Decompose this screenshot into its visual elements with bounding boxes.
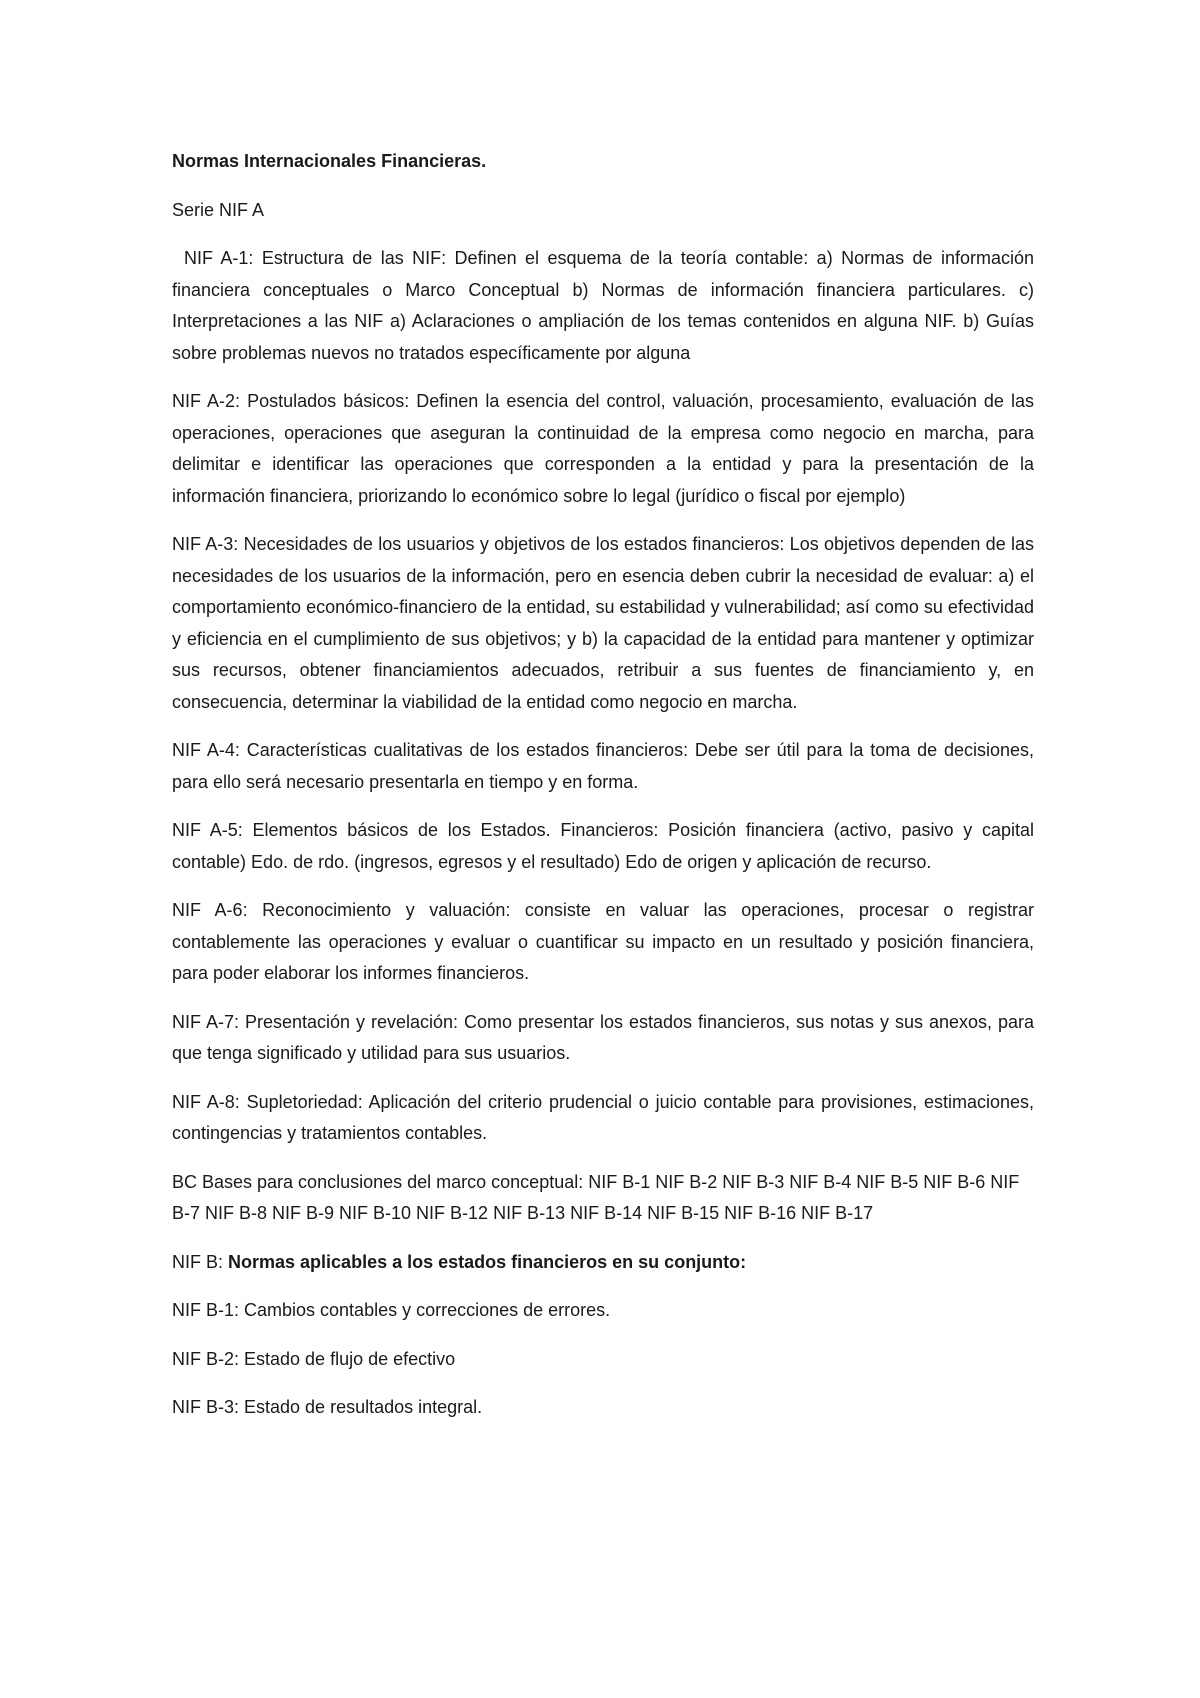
nif-b-heading-prefix: NIF B: <box>172 1251 229 1272</box>
list-item-nif-b1: NIF B-1: Cambios contables y correcciones de errores. <box>172 1300 611 1320</box>
series-a-heading: Serie NIF A <box>172 199 265 220</box>
document-page <box>172 146 1034 1441</box>
paragraph-nif-a1: NIF A-1: Estructura de las NIF: Definen el esquema de la teoría contable: a) Normas de información financiera conceptuales o Marco Conceptual b) Normas de información financiera particulares. c) Interpretaciones a las NIF a) Aclaraciones o ampliación de los temas contenidos en alguna NIF. b) Guías sobre problemas nuevos no tratados específicamente por alguna <box>172 248 1034 363</box>
list-item-nif-b3: NIF B-3: Estado de resultados integral. <box>172 1397 483 1417</box>
paragraph-nif-a3: NIF A-3: Necesidades de los usuarios y objetivos de los estados financieros: Los objetivos dependen de las necesidades de los usuarios de la información, pero en esencia deben cubrir la necesidad de evaluar: a) el comportamiento económico-financiero de la entidad, su estabilidad y vulnerabilidad; así como su efectividad y eficiencia en el cumplimiento de sus objetivos; y b) la capacidad de la entidad para mantener y optimizar sus recursos, obtener financiamientos adecuados, retribuir a sus fuentes de financiamiento y, en consecuencia, determinar la viabilidad de la entidad como negocio en marcha. <box>172 534 1034 712</box>
paragraph-nif-a2: NIF A-2: Postulados básicos: Definen la esencia del control, valuación, procesamiento, evaluación de las operaciones, operaciones que aseguran la continuidad de la empresa como negocio en marcha, para delimitar e identificar las operaciones que corresponden a la entidad y para la presentación de la información financiera, priorizando lo económico sobre lo legal (jurídico o fiscal por ejemplo) <box>172 391 1034 506</box>
paragraph-nif-a6: NIF A-6: Reconocimiento y valuación: consiste en valuar las operaciones, procesar o registrar contablemente las operaciones y evaluar o cuantificar su impacto en un resultado y posición financiera, para poder elaborar los informes financieros. <box>172 900 1034 983</box>
nif-b-heading <box>172 1247 1034 1279</box>
list-item-nif-b2: NIF B-2: Estado de flujo de efectivo <box>172 1348 456 1369</box>
paragraph-nif-a4: NIF A-4: Características cualitativas de los estados financieros: Debe ser útil para la toma de decisiones, para ello será necesario presentarla en tiempo y en forma. <box>172 740 1034 792</box>
paragraph-bc-bases: BC Bases para conclusiones del marco conceptual: NIF B-1 NIF B-2 NIF B-3 NIF B-4 NIF B-5 NIF B-6 NIF B-7 NIF B-8 NIF B-9 NIF B-10 NIF B-12 NIF B-13 NIF B-14 NIF B-15 NIF B-16 NIF B-17 <box>172 1171 1020 1223</box>
paragraph-nif-a8: NIF A-8: Supletoriedad: Aplicación del criterio prudencial o juicio contable para provisiones, estimaciones, contingencias y tratamientos contables. <box>172 1091 1034 1143</box>
paragraph-nif-a5: NIF A-5: Elementos básicos de los Estados. Financieros: Posición financiera (activo, pasivo y capital contable) Edo. de rdo. (ingresos, egresos y el resultado) Edo de origen y aplicación de recurso. <box>172 820 1034 872</box>
nif-b-heading-bold: Normas aplicables a los estados financieros en su conjunto: <box>228 1251 747 1272</box>
paragraph-nif-a7: NIF A-7: Presentación y revelación: Como presentar los estados financieros, sus notas y sus anexos, para que tenga significado y utilidad para sus usuarios. <box>172 1011 1034 1063</box>
document-title: Normas Internacionales Financieras. <box>172 151 487 171</box>
